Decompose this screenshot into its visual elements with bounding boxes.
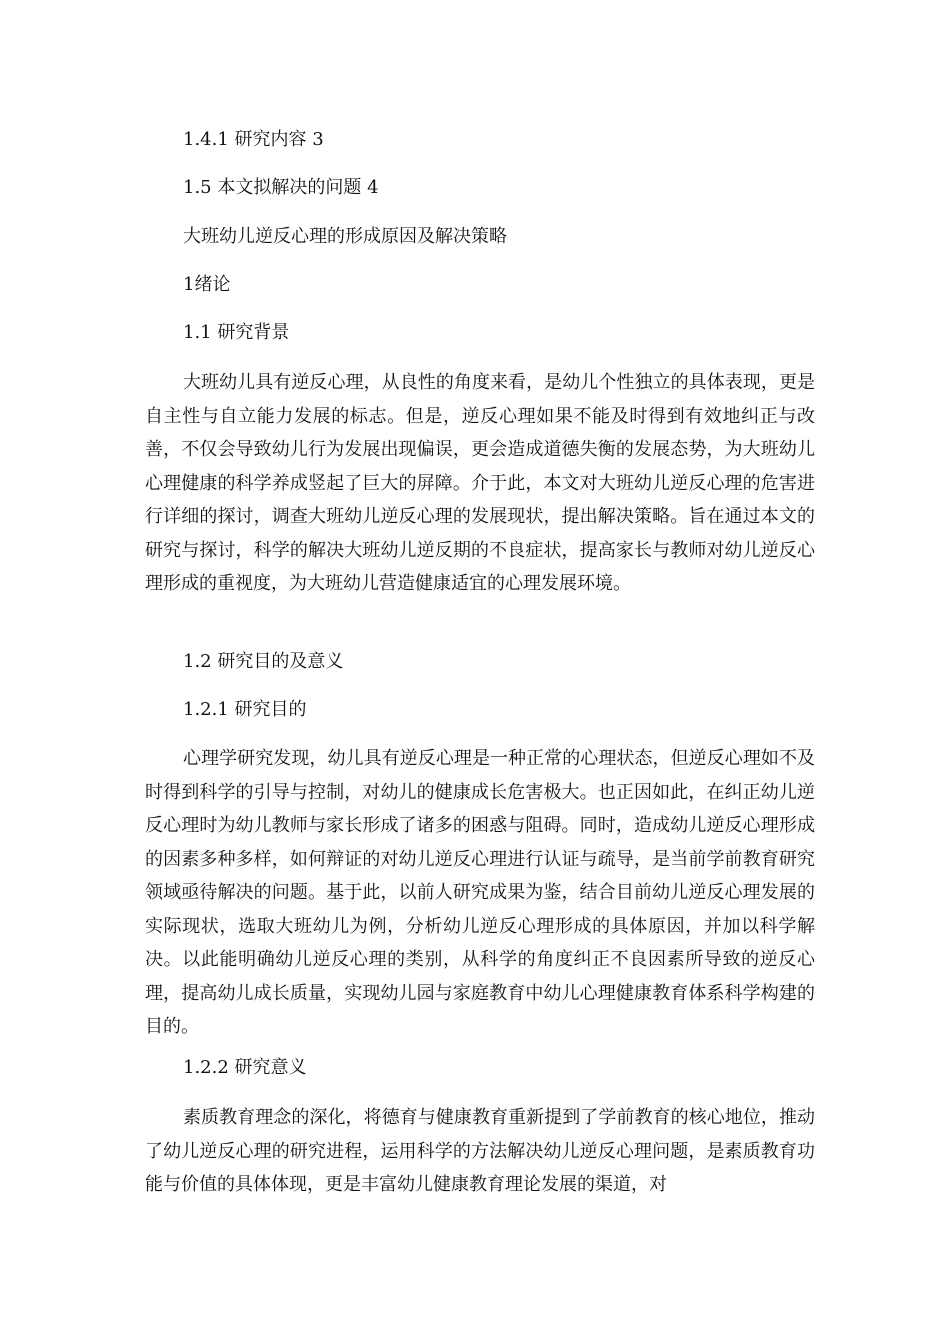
- toc-item-1-4-1: 1.4.1 研究内容 3: [183, 129, 324, 150]
- toc-item-1-5: 1.5 本文拟解决的问题 4: [183, 177, 379, 198]
- section-heading-1-2-2: 1.2.2 研究意义: [183, 1057, 307, 1078]
- paragraph-background: 大班幼儿具有逆反心理，从良性的角度来看，是幼儿个性独立的具体表现，更是自主性与自立能力发展的标志。但是，逆反心理如果不能及时得到有效地纠正与改善，不仅会导致幼儿行为发展出现偏误，更会造成道德失衡的发展态势，为大班幼儿心理健康的科学养成竖起了巨大的屏障。介于此，本文对大班幼儿逆反心理的危害进行详细的探讨，调查大班幼儿逆反心理的发展现状，提出解决策略。旨在通过本文的研究与探讨，科学的解决大班幼儿逆反期的不良症状，提高家长与教师对幼儿逆反心理形成的重视度，为大班幼儿营造健康适宜的心理发展环境。: [145, 372, 815, 594]
- section-heading-1-2: 1.2 研究目的及意义: [183, 651, 344, 672]
- paragraph-purpose: 心理学研究发现，幼儿具有逆反心理是一种正常的心理状态，但逆反心理如不及时得到科学的引导与控制，对幼儿的健康成长危害极大。也正因如此，在纠正幼儿逆反心理时为幼儿教师与家长形成了诸多的困惑与阻碍。同时，造成幼儿逆反心理形成的因素多种多样，如何辩证的对幼儿逆反心理进行认证与疏导，是当前学前教育研究领域亟待解决的问题。基于此，以前人研究成果为鉴，结合目前幼儿逆反心理发展的实际现状，选取大班幼儿为例，分析幼儿逆反心理形成的具体原因，并加以科学解决。以此能明确幼儿逆反心理的类别，从科学的角度纠正不良因素所导致的逆反心理，提高幼儿成长质量，实现幼儿园与家庭教育中幼儿心理健康教育体系科学构建的目的。: [145, 748, 815, 1037]
- chapter-heading: 1绪论: [183, 274, 231, 295]
- section-heading-1-2-1: 1.2.1 研究目的: [183, 699, 307, 720]
- document-title: 大班幼儿逆反心理的形成原因及解决策略: [183, 226, 507, 247]
- section-heading-1-1: 1.1 研究背景: [183, 322, 290, 343]
- paragraph-significance: 素质教育理念的深化，将德育与健康教育重新提到了学前教育的核心地位，推动了幼儿逆反心理的研究进程，运用科学的方法解决幼儿逆反心理问题，是素质教育功能与价值的具体体现，更是丰富幼儿健康教育理论发展的渠道，对: [145, 1107, 815, 1195]
